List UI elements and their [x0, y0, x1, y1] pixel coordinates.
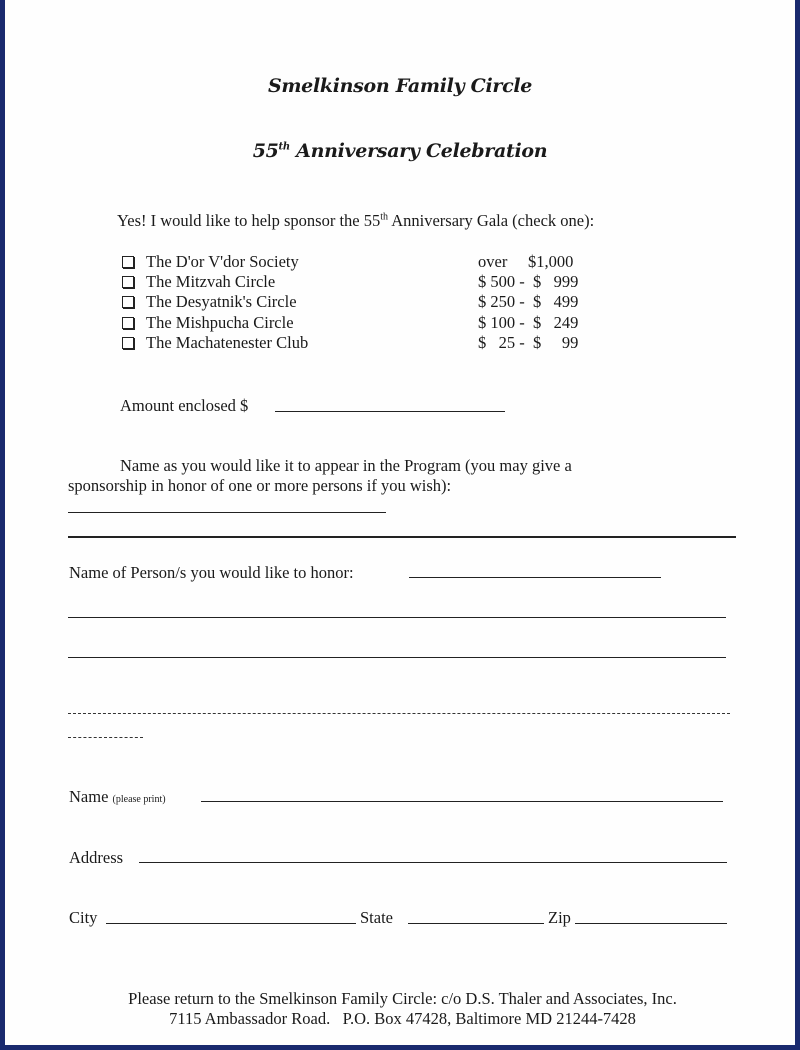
checkbox-icon[interactable]	[122, 276, 134, 288]
level-range: $ 500 - $ 999	[478, 272, 579, 291]
intro-before: Yes! I would like to help sponsor the 55	[117, 211, 381, 230]
zip-field[interactable]	[575, 923, 727, 924]
amount-label: Amount enclosed $	[120, 396, 249, 415]
event-title-text: Anniversary Celebration	[296, 140, 548, 162]
footer-line-1: Please return to the Smelkinson Family Circle: c/o D.S. Thaler and Associates, Inc.	[128, 989, 677, 1008]
sponsorship-form	[5, 0, 795, 1045]
org-title: Smelkinson Family Circle	[267, 75, 533, 97]
cut-line	[68, 713, 730, 714]
level-option[interactable]	[122, 272, 275, 292]
event-number: 55	[252, 140, 279, 162]
cut-line-continued	[68, 737, 143, 738]
level-range: $ 25 - $ 99	[478, 333, 579, 352]
checkbox-icon[interactable]	[122, 256, 134, 268]
level-name: The Machatenester Club	[146, 333, 309, 352]
city-field[interactable]	[106, 923, 356, 924]
level-option[interactable]	[122, 292, 297, 312]
address-field[interactable]	[139, 862, 727, 863]
footer-line-2: 7115 Ambassador Road. P.O. Box 47428, Baltimore MD 21244-7428	[169, 1009, 636, 1028]
level-range: $ 100 - $ 249	[478, 313, 579, 332]
checkbox-icon[interactable]	[122, 317, 134, 329]
level-name: The Mishpucha Circle	[146, 313, 294, 332]
honor-field-line-2[interactable]	[68, 617, 726, 618]
checkbox-icon[interactable]	[122, 296, 134, 308]
program-name-text-2: sponsorship in honor of one or more persons if you wish):	[68, 476, 452, 495]
state-field[interactable]	[408, 923, 544, 924]
state-label: State	[360, 908, 393, 927]
amount-field[interactable]	[275, 411, 505, 412]
section-divider	[68, 536, 736, 538]
honor-field-line-3[interactable]	[68, 657, 726, 658]
zip-label: Zip	[548, 908, 571, 927]
name-field[interactable]	[201, 801, 723, 802]
checkbox-icon[interactable]	[122, 337, 134, 349]
level-range: $ 250 - $ 499	[478, 292, 579, 311]
level-option[interactable]	[122, 333, 308, 353]
program-name-field[interactable]	[68, 512, 386, 513]
level-option[interactable]	[122, 313, 294, 333]
honor-label: Name of Person/s you would like to honor:	[69, 563, 354, 582]
intro-after: Anniversary Gala (check one):	[388, 211, 595, 230]
intro-text	[117, 211, 594, 231]
name-label: Name	[69, 787, 109, 806]
level-option[interactable]	[122, 252, 299, 272]
intro-sup: th	[380, 211, 389, 223]
level-range: over $1,000	[478, 252, 574, 271]
honor-field[interactable]	[409, 577, 661, 578]
name-label-group	[69, 787, 166, 807]
address-label: Address	[69, 848, 124, 867]
city-label: City	[69, 908, 98, 927]
event-suffix: th	[278, 141, 290, 153]
event-title	[5, 140, 795, 162]
level-name: The Mitzvah Circle	[146, 272, 276, 291]
name-hint: (please print)	[112, 794, 166, 805]
level-name: The D'or V'dor Society	[146, 252, 299, 271]
program-name-text-1: Name as you would like it to appear in the Program (you may give a	[120, 456, 572, 475]
level-name: The Desyatnik's Circle	[146, 292, 297, 311]
